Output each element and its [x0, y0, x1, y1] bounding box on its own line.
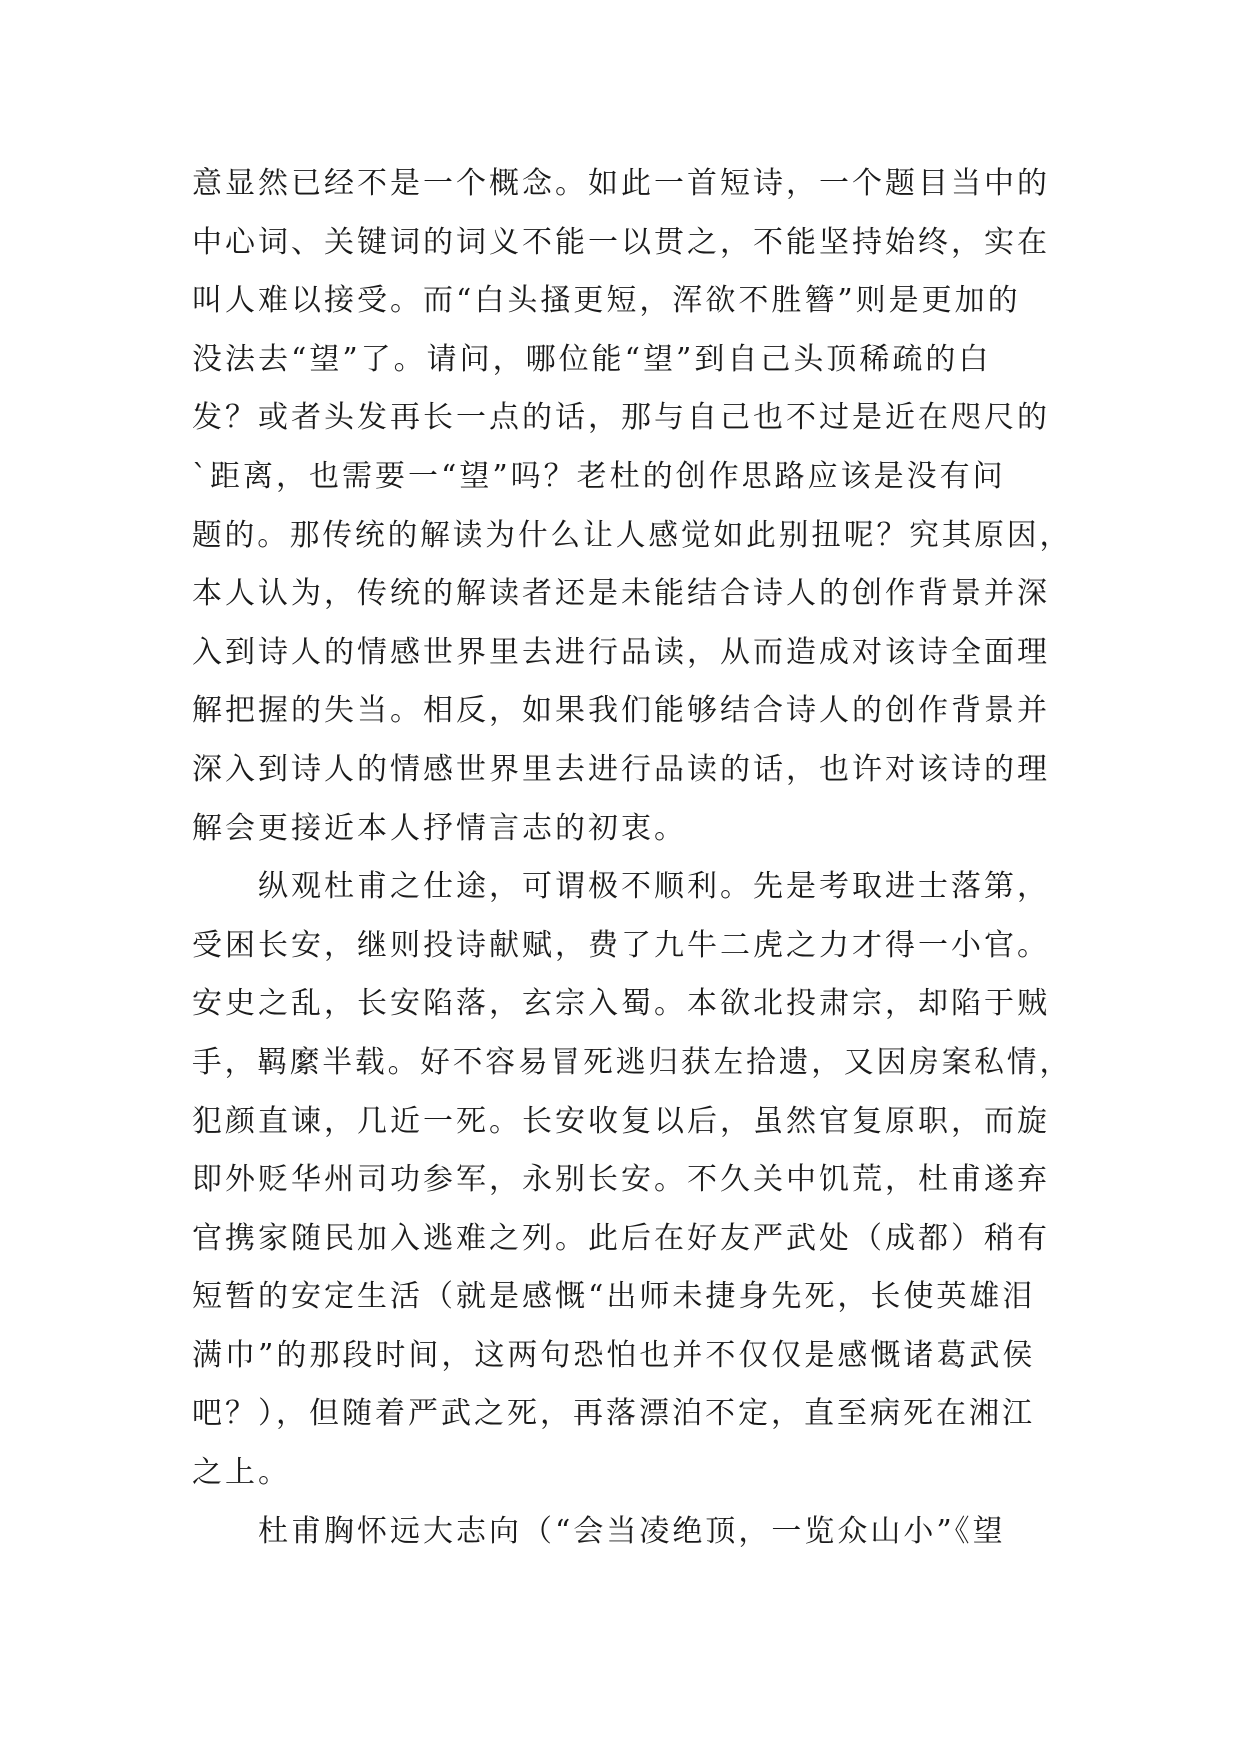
text-line: 满巾”的那段时间，这两句恐怕也并不仅仅是感慨诸葛武侯 — [192, 1337, 1036, 1373]
text-line: 解会更接近本人抒情言志的初衷。 — [192, 810, 687, 846]
text-line: 叫人难以接受。而“白头搔更短，浑欲不胜簪”则是更加的 — [192, 283, 1021, 319]
text-line: 意显然已经不是一个概念。如此一首短诗，一个题目当中的 — [192, 166, 1050, 201]
text-line: 短暂的安定生活（就是感慨“出师未捷身先死，长使英雄泪 — [192, 1279, 1036, 1315]
text-line: 即外贬华州司功参军，永别长安。不久关中饥荒，杜甫遂弃 — [192, 1162, 1050, 1198]
text-line: 中心词、关键词的词义不能一以贯之，不能坚持始终，实在 — [192, 224, 1050, 260]
text-line: 解把握的失当。相反，如果我们能够结合诗人的创作背景并 — [192, 693, 1050, 729]
text-line: 深入到诗人的情感世界里去进行品读的话，也许对该诗的理 — [192, 751, 1050, 787]
text-line: 手，羁縻半载。好不容易冒死逃归获左拾遗，又因房案私情， — [192, 1044, 1073, 1080]
text-line: `距离，也需要一“望”吗？老杜的创作思路应该是没有问 — [192, 458, 1006, 494]
text-line: 犯颜直谏，几近一死。长安收复以后，虽然官复原职，而旋 — [192, 1103, 1050, 1139]
text-line: 没法去“望”了。请问，哪位能“望”到自己头顶稀疏的白 — [192, 341, 992, 377]
text-line: 官携家随民加入逃难之列。此后在好友严武处（成都）稍有 — [192, 1220, 1050, 1256]
text-line: 发？或者头发再长一点的话，那与自己也不过是近在咫尺的 — [192, 400, 1050, 436]
text-line: 受困长安，继则投诗献赋，费了九牛二虎之力才得一小官。 — [192, 927, 1050, 963]
text-line: 入到诗人的情感世界里去进行品读，从而造成对该诗全面理 — [192, 634, 1050, 670]
body-text — [192, 155, 1072, 1561]
text-line: 杜甫胸怀远大志向（“会当凌绝顶，一览众山小”《望 — [258, 1513, 1006, 1549]
text-line: 安史之乱，长安陷落，玄宗入蜀。本欲北投肃宗，却陷于贼 — [192, 986, 1050, 1022]
text-line: 题的。那传统的解读为什么让人感觉如此别扭呢？究其原因， — [192, 517, 1073, 553]
text-line: 纵观杜甫之仕途，可谓极不顺利。先是考取进士落第， — [258, 869, 1050, 905]
text-line: 之上。 — [192, 1455, 291, 1491]
text-line: 吧？），但随着严武之死，再落漂泊不定，直至病死在湘江 — [192, 1396, 1035, 1432]
text-line: 本人认为，传统的解读者还是未能结合诗人的创作背景并深 — [192, 576, 1050, 612]
